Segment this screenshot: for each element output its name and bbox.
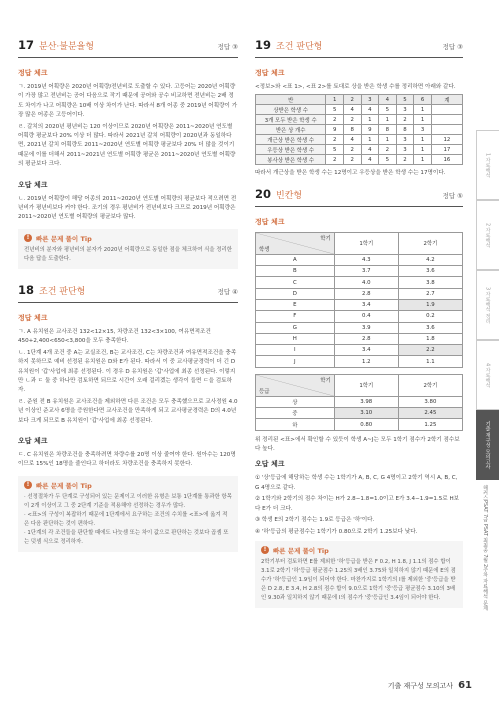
row-label: 하 [256,419,335,430]
q18-header [18,283,238,303]
row-label: 봉사상 받은 학생 수 [256,155,326,165]
table-cell: 4.2 [398,254,462,265]
table-cell: 3.80 [398,396,462,407]
q18-answer: 정답 ④ [217,287,238,296]
table-cell: 12 [431,135,462,145]
table-cell: 4 [343,135,361,145]
q17-para: ㄱ. 2019년 어획량은 2020년 어획량/전년비로 도출할 수 있다. 고등어는 2020년 어획량이 가장 많고 전년비는 공어 다음으로 작기 때문에 공어와 공수 비교하면 전년비는 2배 정도 차이가 나고 어획량은 10배 이상 차이가 난다. 따라서 8개 어종 중 2019년 어획량이 가장 많은 어종은 고등어이다. [18,84,238,119]
tip-title: 빠른 문제 풀이 Tip [36,234,92,243]
q18-number: 18 [18,282,35,297]
table-cell: 2.8 [334,288,398,299]
corner-bottom-label: 학생 [259,246,270,253]
q17-header [18,38,238,58]
q20-check-label: 정답 체크 [255,217,285,226]
side-tab[interactable] [476,130,499,200]
table-cell: 2.7 [398,288,462,299]
table-cell: 1.2 [334,356,398,367]
q19-summary-table [255,94,463,165]
table-cell: 3 [396,135,414,145]
table-header-cell: 4 [379,95,397,105]
table-cell: 3 [396,145,414,155]
row-label: 상받은 학생 수 [256,105,326,115]
table-cell: 2 [379,145,397,155]
table-cell: 5 [379,105,397,115]
table-cell: 2.8 [334,333,398,344]
side-tab-label: 3 자료해석 정리 [484,286,491,324]
table-cell: 8 [379,125,397,135]
table-cell: 3.8 [398,277,462,288]
row-label: A [256,254,335,265]
table-row [256,266,463,277]
side-tab-label: 2 자료해석 [484,222,491,248]
row-label: 우등상 받은 학생 수 [256,145,326,155]
table-row [256,333,463,344]
table-row [256,288,463,299]
q18-para: ㄹ. 준원 전 B 유치원은 교사조건을 제외하면 다른 조건은 모두 충족했으므로 교사정원 4.0년 이상인 준교사 6명을 증원한다면 교사조건을 만족하게 되고 교사평균경력은 D의 4.0년보다 크게 되므로 B 유치원이 '갑'사업에 최종 선정된다. [18,398,238,424]
table-row [256,345,463,356]
table-row [256,311,463,322]
q17-para: ㄴ. 2019년 어획량이 해당 어종의 2011~2020년 연도별 어획량의 평균보다 적으려면 전년비가 평년비보다 커야 한다. 조기의 경우 평년비가 전년비보다 크므로 2019년 어획량은 2011~2020년 연도별 어획량의 평균보다 많다. [18,195,238,221]
q20-option: ① '상'등급에 해당하는 학생 수는 1학기가 A, B, C, G 4명이고 2학기 역시 A, B, C, G 4명으로 같다. [255,475,460,491]
q19-check-label: 정답 체크 [255,69,285,77]
table-cell: 1 [414,105,432,115]
tip-title: 빠른 문제 풀이 Tip [36,481,92,490]
table-cell: 1.1 [398,356,462,367]
table-header-cell: 5 [396,95,414,105]
table-cell: 2 [326,155,344,165]
table-cell: 4.3 [334,254,398,265]
table-cell: 1.9 [398,300,462,311]
table-cell: 4.0 [334,277,398,288]
table-cell [431,115,462,125]
side-tab-label: 4 자료해석 [484,362,491,388]
q20-option: ③ 학생 E의 2학기 점수는 1.9로 등급은 '하'이다. [255,517,375,524]
table-cell: 2 [396,115,414,125]
table-cell: 3.6 [398,266,462,277]
side-tab[interactable] [476,200,499,270]
table-row [256,105,463,115]
col-header: 1학기 [334,232,398,254]
table-cell: 3.9 [334,322,398,333]
q18-tip-box [18,476,238,552]
side-tab-label: 1 자료해석 [484,152,491,178]
q20-title: 빈칸형 [276,190,303,201]
corner-bottom-label: 등급 [259,388,270,395]
col-header: 2학기 [398,232,462,254]
corner-top-label: 학기 [320,235,331,242]
left-column [18,38,238,552]
q18-para: ㄴ. 1단계 4개 조건 중 A는 교실조건, B는 교사조건, C는 차량조건과 여유면적조건을 충족하지 못하므로 예비 선정된 유치원은 D와 E가 된다. 따라서 이 중 교사평균경력이 더 긴 D 유치원이 '갑'사업에 최종 선정된다. 이 경우 D 유치원은 '갑'사업에 최종 선정된다. 이렇지만 ㄴ과 ㄷ 둘 중 하나만 검토하면 되므로 시간이 오래 걸리겠는 생각이 들면 ㄷ을 검토하자. [18,349,237,394]
table-row [256,356,463,367]
table-cell: 5 [379,155,397,165]
table-cell: 4 [343,105,361,115]
row-label: G [256,322,335,333]
side-tab[interactable] [476,340,499,410]
table-cell: 1 [414,115,432,125]
q17-tip-box [18,229,238,269]
table-header-cell: 1 [326,95,344,105]
table-cell [431,125,462,135]
row-label: 3개 모두 받은 학생 수 [256,115,326,125]
table-cell: 3.98 [334,396,398,407]
col-header: 1학기 [334,374,398,396]
footer-label: 기출 재구성 모의고사 [387,682,454,690]
table-cell: 2 [326,115,344,125]
lightbulb-icon: ! [24,481,32,489]
table-cell: 1.25 [398,419,462,430]
table-cell: 3.10 [334,408,398,419]
q20-score-table [255,232,463,368]
table-cell: 9 [361,125,379,135]
table-cell: 1 [361,135,379,145]
row-label: I [256,345,335,356]
table-cell: 3.4 [334,345,398,356]
table-row [256,322,463,333]
table-cell: 1 [361,115,379,125]
table-cell: 8 [343,125,361,135]
q17-para: ㄹ. 갈치의 2020년 평년비는 120 이상이므로 2020년 어획량은 2011~2020년 연도별 어획량 평균보다 20% 이상 더 많다. 따라서 2021년 갈치 어획량이 2020년과 동일하다면, 2021년 갈치 어획량도 2011~2020년 연도별 어획량 평균보다 20% 더 많을 것이기 때문에 이를 더해서 2011~2021년 연도별 어획량 평균은 2011~2020년 연도별 어획량의 평균보다 크다. [18,123,237,168]
page-footer [388,680,472,691]
table-cell: 1.8 [398,333,462,344]
table-row [256,408,463,419]
table-cell: 2 [396,155,414,165]
table-cell: 17 [431,145,462,155]
q18-check-label: 정답 체크 [18,313,48,322]
table-corner-cell [256,374,335,396]
table-cell: 8 [396,125,414,135]
q18-para: ㄷ. C 유치원은 차량조건을 충족하려면 차량수를 20명 이상 줄여야 한다. 원아수는 120명이므로 15%인 18명을 줄인다고 하더라도 차량조건을 충족하지 못한다. [18,451,236,468]
q17-check-label: 정답 체크 [18,69,48,77]
table-cell: 3.4 [334,300,398,311]
tip-text: 2학기부터 검토하면 E를 제외한 '하'등급을 받은 F 0.2, H 1.8, J 1.1의 점수 합이 3.1로 2학기 '하'등급 평균점수 1.25의 3배인 3.75와 일치하지 않기 때문에 E의 점수가 '하'등급인 1.9임이 되어야 한다. 마찬가지로 1학기의 I를 제외한 '중'등급을 받은 D 2.8, E 3.4, H 2.8의 점수 합이 9.0으로 1학기 '중'등급 평균점수 3.10의 3배인 9.30과 일치하지 않기 때문에 I의 점수가 '중'등급인 3.4임이 되어야 한다. [261,558,456,601]
row-label: E [256,300,335,311]
col-header: 2학기 [398,374,462,396]
table-header-cell: 반 [256,95,326,105]
q17-wrong-check-label: 오답 체크 [18,180,48,189]
q19-answer: 정답 ③ [442,43,463,51]
row-label: J [256,356,335,367]
table-corner-cell [256,232,335,254]
table-cell: 9 [326,125,344,135]
right-column [255,38,463,608]
table-row [256,125,463,135]
table-header-cell: 6 [414,95,432,105]
tip-title: 빠른 문제 풀이 Tip [273,546,329,555]
q20-header [255,187,463,207]
side-tab[interactable] [476,270,499,340]
q19-after: 따라서 개근상을 받은 학생 수는 12명이고 우등상을 받은 학생 수는 17명이다. [255,170,446,177]
table-row [256,115,463,125]
side-vertical-title: 해커스PSAT 7급 PSAT 최최종 7월 2주차 자료해석 문제 [482,485,488,611]
row-label: F [256,311,335,322]
q19-intro: <정보>와 <표 1>, <표 2>를 토대로 상을 받은 학생 수를 정리하면 아래와 같다. [255,84,456,90]
tip-text: · 선정절차가 두 단계로 구성되어 있는 문제이고 이러한 유형은 보통 1단계를 통과한 항목이 2개 이상이고 그 중 2단계 기준을 적용해야 선정하는 경우가 많다. · <표>의 구성이 복잡하기 때문에 1단계에서 요구하는 조건의 수치를 <표>에 옮겨 적은 다음 판단하는 것이 편하다. · 1단계의 각 조건들을 판단할 때에도 나눗셈 또는 차이 값으로 판단하는 것보다 곱셈 또는 덧셈 식으로 정리하자. [24,493,232,545]
table-cell: 4 [361,145,379,155]
table-row [256,300,463,311]
page-number: 61 [458,680,472,691]
q18-para: ㄱ. A 유치원은 교사조건 132<12×15, 차량조건 132<3×100, 여유면적조건 450+2,400<650<3,800을 모두 충족한다. [18,328,213,345]
q18-wrong-check-label: 오답 체크 [18,436,48,445]
table-cell: 3 [396,105,414,115]
table-cell: 1 [414,155,432,165]
table-cell: 2 [343,145,361,155]
table-cell: 0.80 [334,419,398,430]
table-cell: 2 [343,115,361,125]
table-cell: 5 [326,105,344,115]
q20-option: ② 1학기와 2학기의 점수 차이는 H가 2.8−1.8=1.0이고 E가 3.4−1.9=1.5로 H보다 E가 더 크다. [255,496,460,512]
side-tab-active[interactable] [476,410,499,480]
table-cell: 1 [379,115,397,125]
table-cell: 2 [326,135,344,145]
q17-number: 17 [18,38,35,52]
table-row [256,396,463,407]
row-label: 상 [256,396,335,407]
table-header-cell: 3 [361,95,379,105]
table-row [256,145,463,155]
table-header-cell: 2 [343,95,361,105]
row-label: 중 [256,408,335,419]
table-cell: 4 [361,155,379,165]
table-cell: 0.2 [398,311,462,322]
table-row [256,277,463,288]
lightbulb-icon: ! [24,234,32,242]
table-cell: 3.6 [398,322,462,333]
table-cell: 3.7 [334,266,398,277]
table-row [256,135,463,145]
table-header-cell: 계 [431,95,462,105]
table-cell: 1 [414,145,432,155]
q20-tip-box [255,541,463,608]
table-row [256,155,463,165]
table-row [256,419,463,430]
tip-text: 전년비의 분자와 평년비의 분자가 2020년 어획량으로 동일한 점을 체크하여 식을 정리한 다음 답을 도출한다. [24,246,234,262]
q20-wrong-check-label: 오답 체크 [255,460,285,469]
row-label: H [256,333,335,344]
q19-header [255,38,463,58]
lightbulb-icon: ! [261,546,269,554]
table-row [256,254,463,265]
q18-title: 조건 판단형 [39,286,86,297]
row-label: B [256,266,335,277]
corner-top-label: 학기 [320,377,331,384]
row-label: 받은 상 개수 [256,125,326,135]
table-cell: 1 [414,135,432,145]
table-cell [431,105,462,115]
table-cell: 2.2 [398,345,462,356]
q20-answer: 정답 ⑤ [442,191,463,200]
side-tab-label: 기출 재구성 모의고사 [484,420,491,470]
q17-answer: 정답 ③ [217,43,238,51]
table-cell: 0.4 [334,311,398,322]
table-cell: 16 [431,155,462,165]
table-cell: 2.45 [398,408,462,419]
q20-grade-table [255,374,463,431]
table-cell: 2 [343,155,361,165]
q20-number: 20 [255,186,272,201]
row-label: C [256,277,335,288]
q19-title: 조건 판단형 [276,42,323,52]
table-cell: 1 [379,135,397,145]
table-cell: 5 [326,145,344,155]
q19-number: 19 [255,38,272,52]
table-cell: 3 [414,125,432,135]
row-label: 개근상 받은 학생 수 [256,135,326,145]
q17-title: 분산·불분율형 [39,42,95,52]
q20-para: 위 정리된 <표>에서 확인할 수 있듯이 학생 A~J는 모두 1학기 점수가 2학기 점수보다 높다. [255,436,460,453]
row-label: D [256,288,335,299]
table-cell: 4 [361,105,379,115]
q20-option: ④ '하'등급의 평균점수는 1학기가 0.80으로 2학기 1.25보다 낮다. [255,528,418,535]
